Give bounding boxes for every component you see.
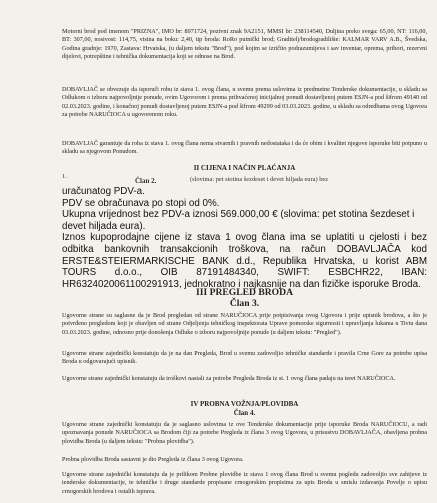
page-top-edge (0, 0, 437, 5)
inspection-costs-paragraph: Ugovorne strane zajednički konstatuju da troškovi nastali za potrebe Pregleda Broda iz st. 1 ovog člana padaju na teret NARUČIOCA. (62, 375, 396, 382)
supplier-obligation-paragraph: DOBAVLJAČ se obvezuje da isporuči robu iz stava 1. ovog člana, u svemu prema uslovima iz predmetne Tenderske dokumentacije, u skladu sa Odlukom o izboru najpovoljnije ponude, ovim Ugovorom i prema prihvaćenoj inicijalnoj ponudi dostavljenoj putem ESJN-a pod šifrom 49140 od 02.03.2023. godine, i konačnoj ponudi dostavljenoj putem ESJN-a pod šifrom 49299 od 03.03.2023. godine, u skladu sa odredbama ovog Ugovora za potrebe NARUČIOCA u ugovorenom roku. (62, 86, 427, 119)
price-line-payment-terms: Iznos kupoprodajne cijene iz stava 1 ovog člana ima se uplatiti u cjelosti i bez odbitka bankovnih transakcionih troškova, na račun DOBAVLJAČA kod ERSTE&STEIERMARKISCHE BANK d.d., Republika Hrvatska, u korist ABM TOURS d.o.o., OIB 87191484340, SWIFT: ESBCHR22, IBAN: HR6324020061100291913, jednokratno i najkasnije na dan fizičke isporuke Broda. (62, 232, 427, 290)
trial-voyage-result-paragraph: Ugovorne strane zajednički konstatuju da je prilikom Probne plovidbe iz stava 1 ovog člana Brod u svemu pogledu zadovoljio sve zahtjeve iz tenderske dokumentacije, te tehničke i druge standarde propisane crnogorskim propisima za upis Broda u smislu izdavanja Povelje o upisu crnogorskih brodova i ostalih isprava. (62, 471, 427, 495)
strip-article-label: Član 2. (135, 177, 157, 185)
inspection-paragraph: Ugovorne strane su saglasne da je Brod pregledan od strane NARUČIOCA prije potpisivanja ovog Ugovora i prije upisnik brodova, a što je potvrđeno pregledom koji je obavljen od strane Odjeljenja tehničkog inspektorata Uprave pomorske sigurnosti i upravljanja lukama u Tivtu dana 03.03.2023. godine, odnosno prije donošenja Odluke o izboru najpovoljnije ponude (u daljem tekstu: "Pregled"). (62, 312, 427, 336)
price-line-total: Ukupna vrijednost bez PDV-a iznosi 569.000,00 € (slovima: pet stotina šezdeset i devet hiljada eura). (62, 209, 415, 232)
price-line-vat-rate: PDV se obračunava po stopi od 0%. (62, 197, 220, 209)
section-4-title: IV PROBNA VOŽNJA/PLOVIDBA (190, 400, 299, 408)
section-4-article: Član 4. (233, 409, 256, 417)
supplier-guarantee-paragraph: DOBAVLJAČ garantuje da roba iz stava 1. ovog člana nema stvarnih i pravnih nedostataka i da će obim i kvalitet njegove isporuke biti potpuno u skladu sa njegovom Ponudom. (62, 140, 427, 156)
section-2-title: II CIJENA I NAČIN PLAĆANJA (193, 164, 296, 172)
strip-number: 1. (62, 174, 67, 180)
price-block (62, 186, 427, 290)
torn-line-strip (60, 174, 432, 186)
section-3-article: Član 3. (229, 298, 260, 309)
trial-voyage-part-paragraph: Probna plovidba Broda sastavni je dio Pregleda iz člana 3 ovog Ugovora. (62, 456, 244, 463)
inspection-standards-paragraph: Ugovorne strane zajednički konstatuju da je na dan Pregleda, Brod u svemu zadovoljio tehničke standarde i pravila Crne Gore za potrebe upisa Broda u odgovarajući upisnik. (62, 350, 427, 366)
price-line-vat-excluded: uračunatog PDV-a. (62, 186, 145, 197)
vessel-description-paragraph: Motorni brod pod imenom "PRIZNA", IMO br: 8971724, pozivni znak 9A2151, MMSI br: 238114540, Duljina preko svega: 65,00, NT: 116,00, BT: 307,00, nosivost: 114,75, visina na boku: 2,40, tip broda: RoRo putnički brod; Graditelj/brodogradilište: KALMAR VARV A.B., Švedska, Godina gradnje: 1970, Zastava: Hrvatska, (u daljem tekstu "Brod"), pod kojim se izričito podrazumijeva i sav inventar, oprema, pribori, rezervni dijelovi, potrepštine i tehnička dokumentacija koji se odnose na Brod. (62, 28, 427, 61)
section-3-title: III PREGLED BRODA (195, 287, 294, 298)
strip-tail-text: (slovima: pet stotina šezdeset i devet hiljada eura) bez (190, 176, 329, 183)
trial-voyage-paragraph: Ugovorne strane zajednički konstatuju da je saglasno uslovima iz ove Tenderske dokumentacije prije isporuke Broda NARUČIOCU, a radi upoznavanja ponude NARUČIOCA sa Brodom čiji za potrebe Pregleda iz člana 3 ovog Ugovora, u prisustvu DOBAVLJAČA, obavljena probna plovidba Broda (u daljem tekstu: "Probna plovidba"). (62, 421, 427, 445)
